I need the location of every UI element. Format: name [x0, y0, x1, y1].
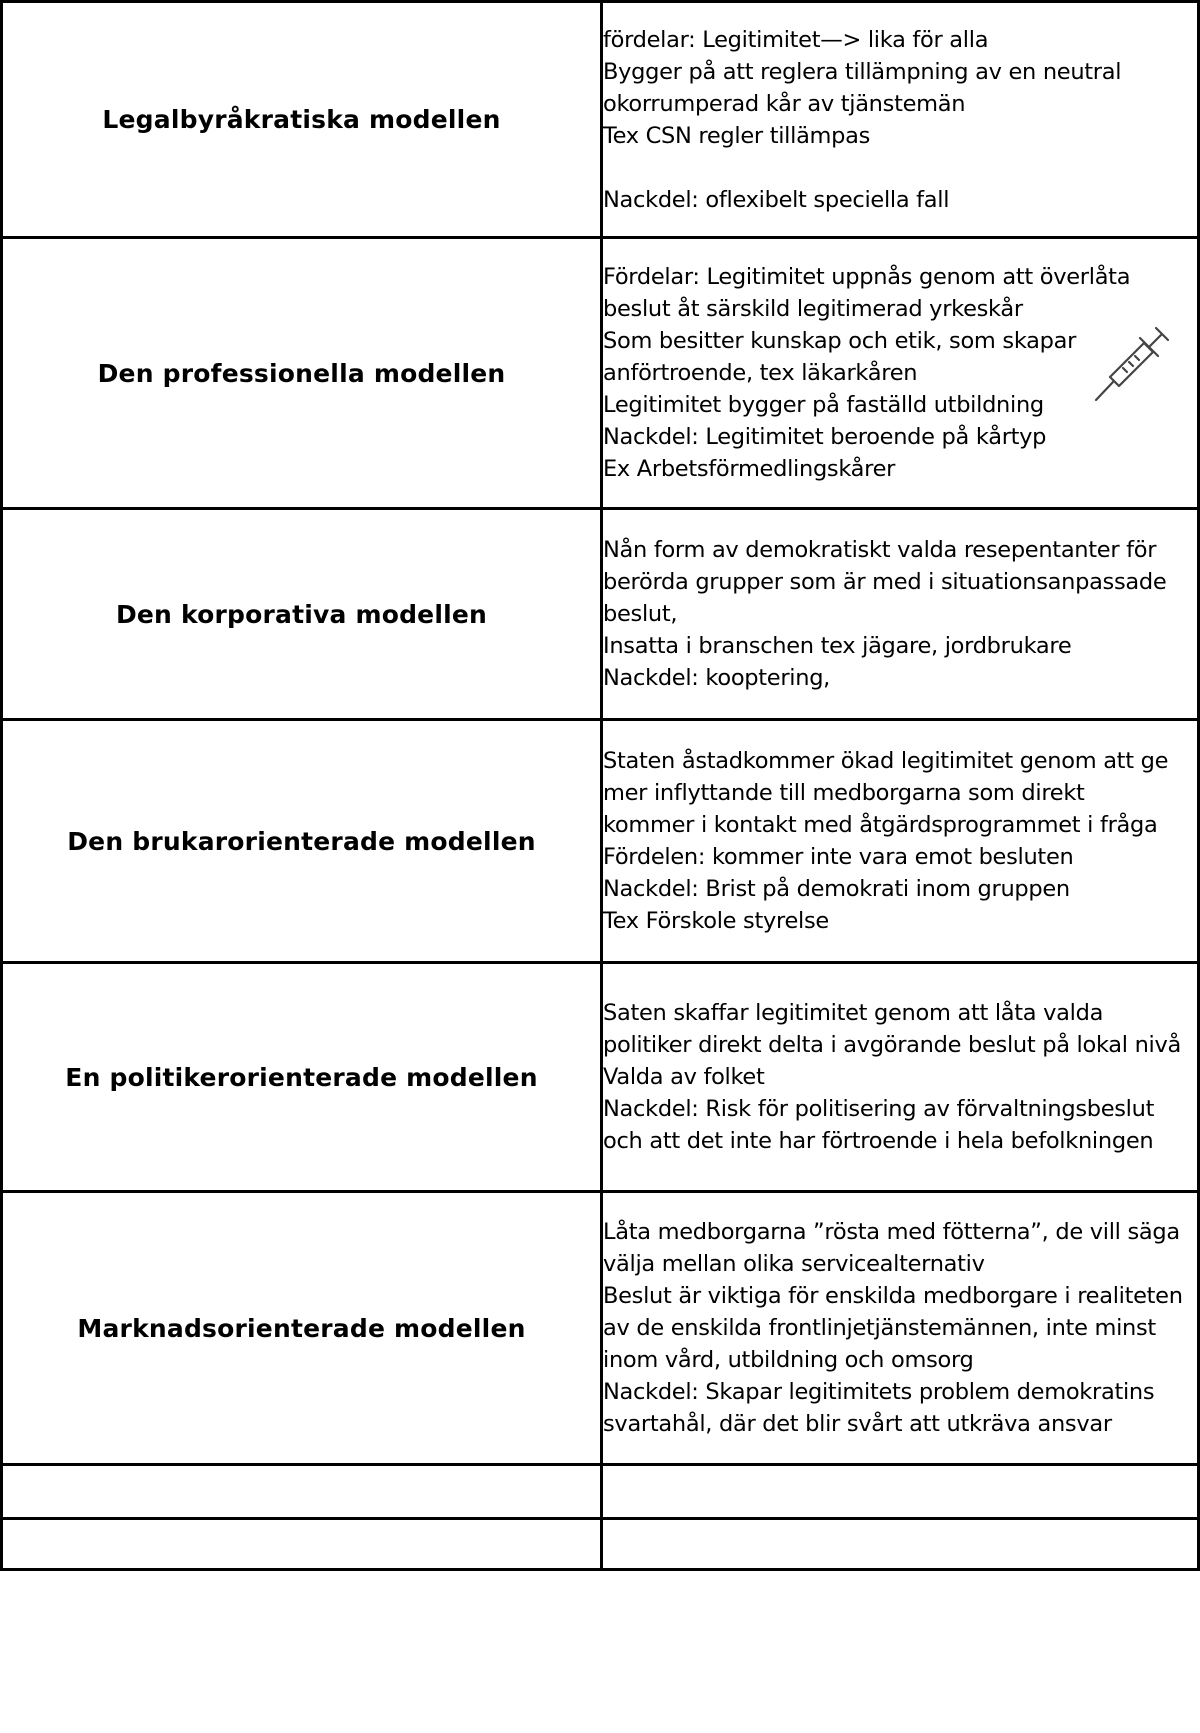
description-line: Valda av folket: [603, 1064, 765, 1090]
model-name-cell: [2, 509, 602, 720]
model-name-cell: [2, 720, 602, 963]
description-line: berörda grupper som är med i situationsanpassade: [603, 569, 1167, 595]
model-description-cell: [602, 238, 1199, 509]
model-description-cell: [602, 963, 1199, 1192]
description-line: mer inflyttande till medborgarna som direkt: [603, 780, 1085, 806]
table-row: [2, 238, 1199, 509]
description-line: välja mellan olika servicealternativ: [603, 1251, 985, 1277]
empty-row: [2, 1519, 1199, 1570]
description-line: Fördelar: Legitimitet uppnås genom att överlåta: [603, 264, 1131, 290]
model-name: Marknadsorienterade modellen: [77, 1313, 526, 1343]
model-description-cell: [602, 2, 1199, 238]
description-line: Ex Arbetsförmedlingskårer: [603, 456, 896, 482]
models-table-body: [2, 2, 1199, 1570]
description-line: Beslut är viktiga för enskilda medborgare i realiteten: [603, 1283, 1183, 1309]
model-name-cell: [2, 2, 602, 238]
description-line: Som besitter kunskap och etik, som skapar: [603, 328, 1077, 354]
empty-cell: [2, 1519, 602, 1570]
empty-cell: [2, 1465, 602, 1519]
description-line: Bygger på att reglera tillämpning av en neutral: [603, 58, 1122, 85]
description-line: Staten åstadkommer ökad legitimitet genom att ge: [603, 748, 1169, 774]
model-name: Den korporativa modellen: [115, 599, 488, 629]
model-description-cell: [602, 509, 1199, 720]
description-line: Nackdel: Legitimitet beroende på kårtyp: [603, 424, 1047, 450]
description-line: kommer i kontakt med åtgärdsprogrammet i fråga: [603, 812, 1158, 838]
model-description-cell: [602, 1192, 1199, 1465]
description-line: Saten skaffar legitimitet genom att låta valda: [603, 1000, 1104, 1026]
description-line: fördelar: Legitimitet—> lika för alla: [603, 26, 989, 53]
model-name: Legalbyråkratiska modellen: [102, 105, 501, 134]
description-line: av de enskilda frontlinjetjänstemännen, inte minst: [603, 1315, 1156, 1341]
description-line: Nackdel: Risk för politisering av förvaltningsbeslut: [603, 1096, 1155, 1122]
description-line: Insatta i branschen tex jägare, jordbrukare: [603, 633, 1072, 659]
description-line: Fördelen: kommer inte vara emot besluten: [603, 844, 1074, 870]
model-description-cell: [602, 720, 1199, 963]
table-row: [2, 963, 1199, 1192]
description-line: beslut,: [603, 601, 678, 627]
table-row: [2, 1192, 1199, 1465]
empty-cell: [602, 1519, 1199, 1570]
model-name-cell: [2, 963, 602, 1192]
table-row: [2, 720, 1199, 963]
description-line: politiker direkt delta i avgörande beslut på lokal nivå: [603, 1032, 1182, 1058]
description-line: Nackdel: kooptering,: [603, 665, 831, 691]
description-line: anförtroende, tex läkarkåren: [603, 360, 918, 386]
description-line: Nackdel: Skapar legitimitets problem demokratins: [603, 1379, 1155, 1405]
description-line: inom vård, utbildning och omsorg: [603, 1347, 974, 1373]
description-line: svartahål, där det blir svårt att utkräva ansvar: [603, 1411, 1112, 1437]
description-line: Tex CSN regler tillämpas: [603, 122, 871, 149]
model-name-cell: [2, 1192, 602, 1465]
model-name: Den brukarorienterade modellen: [67, 826, 536, 856]
model-name: En politikerorienterade modellen: [65, 1062, 538, 1092]
syringe-icon: [1093, 321, 1171, 403]
model-name: Den professionella modellen: [97, 358, 506, 388]
description-line: Låta medborgarna ”rösta med fötterna”, de vill säga: [603, 1219, 1180, 1245]
description-line: beslut åt särskild legitimerad yrkeskår: [603, 296, 1023, 322]
model-name-cell: [2, 238, 602, 509]
description-line: Nån form av demokratiskt valda resepentanter för: [603, 537, 1157, 563]
description-line: Nackdel: Brist på demokrati inom gruppen: [603, 876, 1070, 902]
blank-line: [603, 152, 1197, 184]
description-line: Nackdel: oflexibelt speciella fall: [603, 186, 950, 213]
description-line: Legitimitet bygger på faställd utbildning: [603, 392, 1044, 418]
description-line: okorrumperad kår av tjänstemän: [603, 90, 966, 117]
table-row: [2, 509, 1199, 720]
empty-cell: [602, 1465, 1199, 1519]
description-line: Tex Förskole styrelse: [603, 908, 829, 934]
description-line: och att det inte har förtroende i hela befolkningen: [603, 1128, 1154, 1154]
table-row: [2, 2, 1199, 238]
empty-row: [2, 1465, 1199, 1519]
